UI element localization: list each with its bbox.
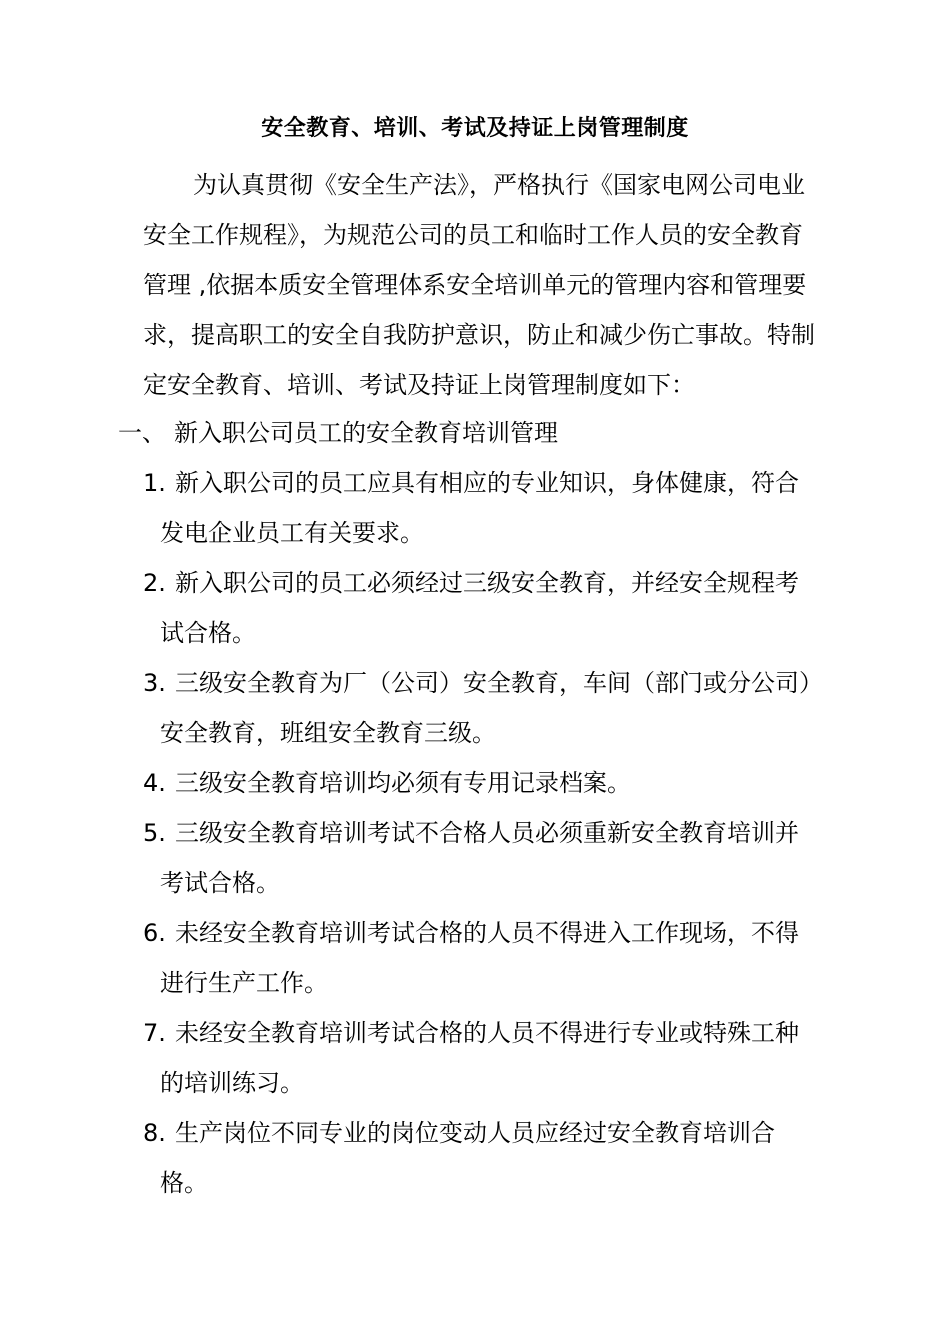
intro-line: 安全工作规程》，为规范公司的员工和临时工作人员的安全教育 [143,221,803,249]
intro-line: 为认真贯彻《安全生产法》，严格执行《国家电网公司电业 [193,171,805,199]
list-item-text: 的培训练习。 [160,1069,304,1097]
section-heading [118,408,558,458]
list-item-text: 考试合格。 [160,869,280,897]
numbered-list [143,458,855,1208]
list-item-text: 新入职公司的员工必须经过三级安全教育，并经安全规程考 [175,569,799,597]
list-item-text: 未经安全教育培训考试合格的人员不得进行专业或特殊工种 [175,1019,799,1047]
list-item-text: 安全教育，班组安全教育三级。 [160,719,496,747]
list-item [143,908,855,1008]
list-item [143,558,855,658]
list-item-text: 未经安全教育培训考试合格的人员不得进入工作现场，不得 [175,919,799,947]
list-item-text: 三级安全教育培训均必须有专用记录档案。 [175,769,631,797]
list-item-number: 2. [143,569,166,597]
list-item-number: 8. [143,1119,166,1147]
section-number: 一、 [118,419,166,447]
list-item [143,658,855,758]
document-title: 安全教育、培训、考试及持证上岗管理制度 [261,116,689,141]
list-item-number: 1. [143,469,166,497]
list-item-text: 发电企业员工有关要求。 [160,519,424,547]
list-item [143,758,855,808]
list-item-text: 试合格。 [160,619,256,647]
list-item-text: 生产岗位不同专业的岗位变动人员应经过安全教育培训合 [175,1119,775,1147]
list-item [143,1108,855,1208]
list-item-number: 6. [143,919,166,947]
list-item-number: 7. [143,1019,166,1047]
list-item [143,808,855,908]
intro-paragraph [143,160,855,410]
list-item [143,458,855,558]
list-item-text: 进行生产工作。 [160,969,328,997]
list-item-text: 三级安全教育培训考试不合格人员必须重新安全教育培训并 [175,819,799,847]
section-heading-text: 新入职公司员工的安全教育培训管理 [174,419,558,447]
list-item-number: 3. [143,669,166,697]
list-item-text: 格。 [160,1169,208,1197]
intro-line: 定安全教育、培训、考试及持证上岗管理制度如下： [143,371,695,399]
intro-line: 求，提高职工的安全自我防护意识，防止和减少伤亡事故。特制 [143,321,815,349]
list-item-text: 三级安全教育为厂（公司）安全教育，车间（部门或分公司） [175,669,823,697]
list-item-number: 4. [143,769,166,797]
list-item-number: 5. [143,819,166,847]
list-item-text: 新入职公司的员工应具有相应的专业知识，身体健康，符合 [175,469,799,497]
intro-line: 管理 ,依据本质安全管理体系安全培训单元的管理内容和管理要 [143,271,807,299]
list-item [143,1008,855,1108]
